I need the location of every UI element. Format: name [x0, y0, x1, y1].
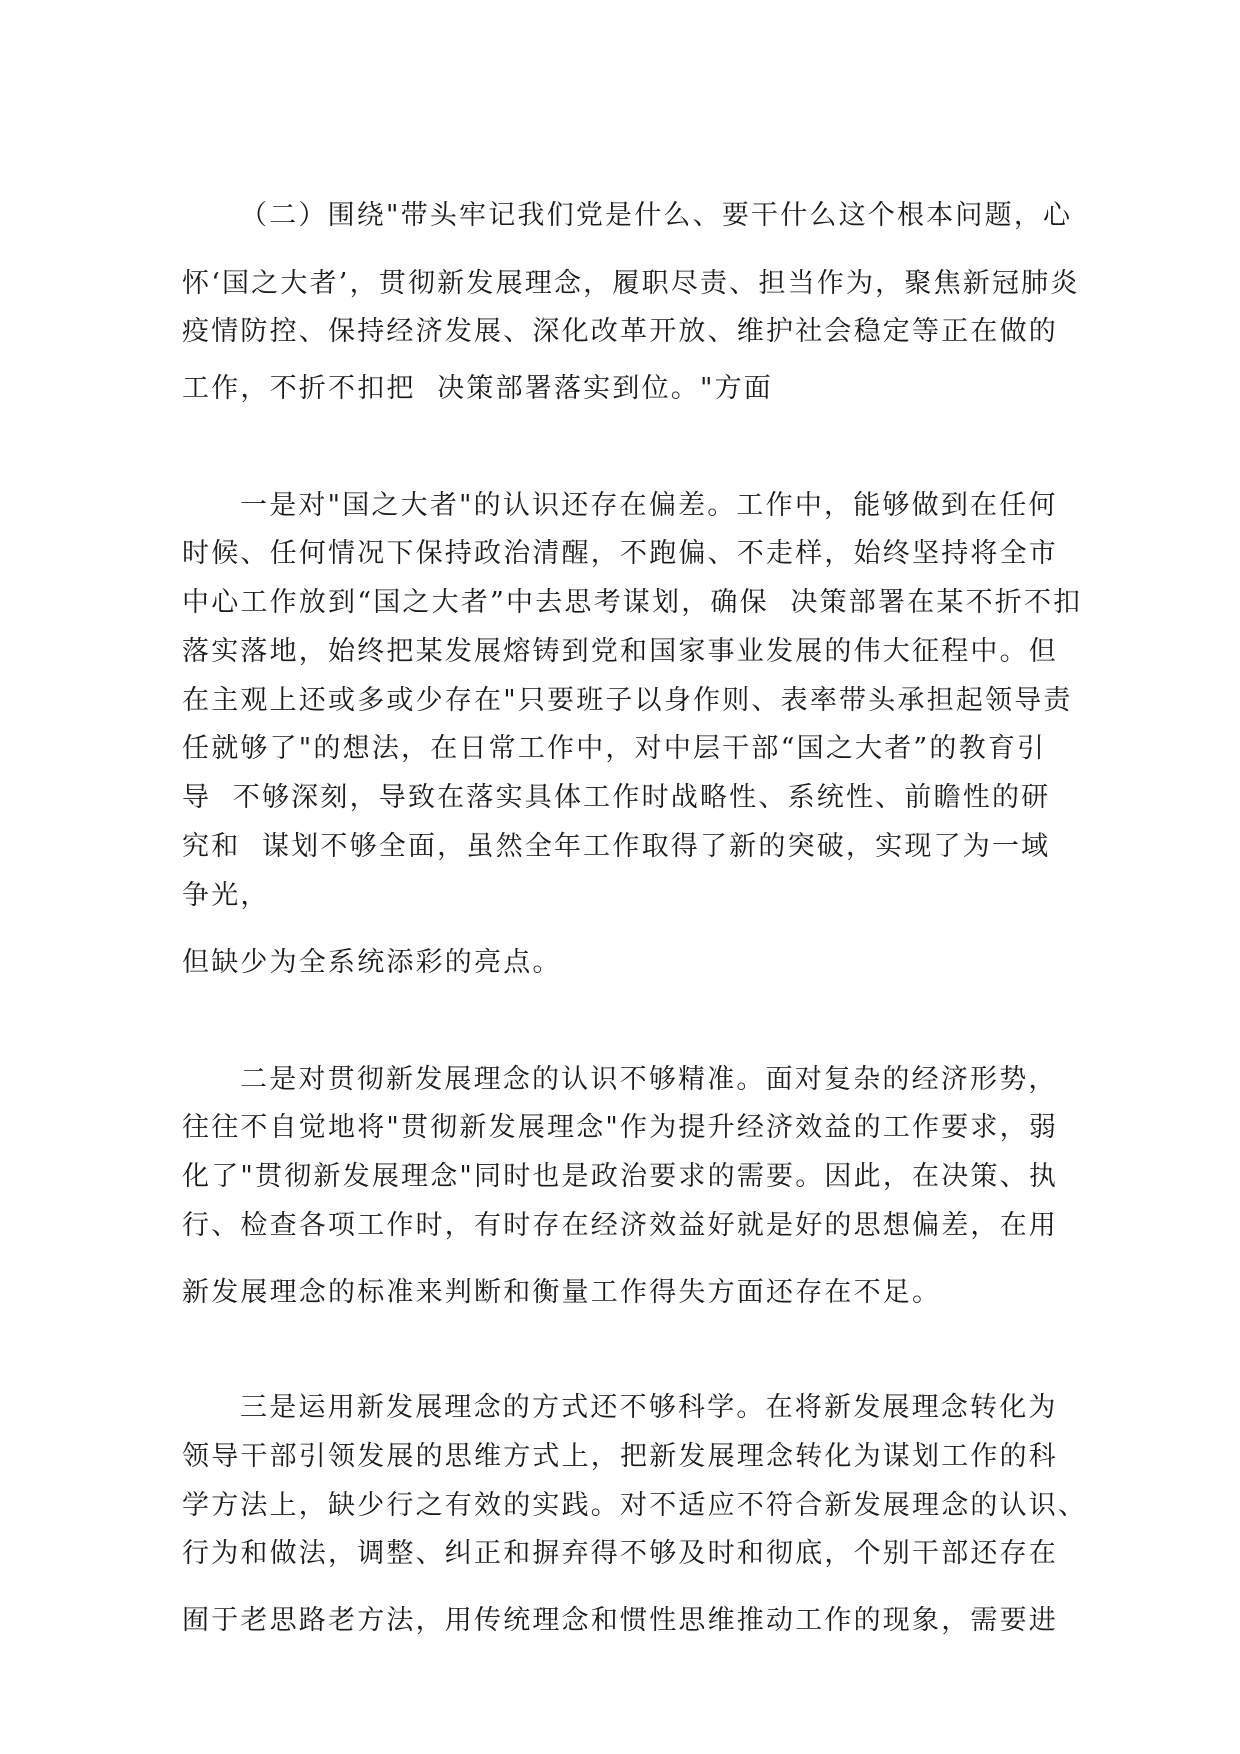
- paragraph-line: 但缺少为全系统添彩的亮点。: [182, 947, 562, 978]
- paragraph-line: 新发展理念的标准来判断和衡量工作得失方面还存在不足。: [182, 1277, 942, 1308]
- paragraph-line: 任就够了"的想法，在日常工作中，对中层干部“国之大者”的教育引: [182, 733, 1047, 764]
- paragraph-line: 争光，: [182, 880, 270, 911]
- paragraph-line: 行为和做法，调整、纠正和摒弃得不够及时和彻底，个别干部还存在: [182, 1538, 1058, 1569]
- section-heading-line: 疫情防控、保持经济发展、深化改革开放、维护社会稳定等正在做的: [182, 316, 1058, 347]
- paragraph-line: 导 不够深刻，导致在落实具体工作时战略性、系统性、前瞻性的研: [182, 782, 1051, 813]
- paragraph-line: 落实落地，始终把某发展熔铸到党和国家事业发展的伟大征程中。但: [182, 636, 1058, 667]
- section-heading-line: 怀‘国之大者’，贯彻新发展理念，履职尽责、担当作为，聚焦新冠肺炎: [182, 268, 1080, 299]
- paragraph-line: 领导干部引领发展的思维方式上，把新发展理念转化为谋划工作的科: [182, 1441, 1058, 1472]
- paragraph-line: 一是对"国之大者"的认识还存在偏差。工作中，能够做到在任何: [240, 490, 1058, 521]
- paragraph-line: 中心工作放到“国之大者”中去思考谋划，确保 决策部署在某不折不扣: [182, 587, 1083, 618]
- paragraph-line: 化了"贯彻新发展理念"同时也是政治要求的需要。因此，在决策、执: [182, 1161, 1059, 1192]
- section-heading-line: （二）围绕"带头牢记我们党是什么、要干什么这个根本问题，心: [240, 200, 1073, 231]
- paragraph-line: 行、检查各项工作时，有时存在经济效益好就是好的思想偏差，在用: [182, 1210, 1058, 1241]
- paragraph-line: 囿于老思路老方法，用传统理念和惯性思维推动工作的现象，需要进: [182, 1605, 1058, 1636]
- paragraph-line: 三是运用新发展理念的方式还不够科学。在将新发展理念转化为: [240, 1392, 1058, 1423]
- paragraph-line: 时候、任何情况下保持政治清醒，不跑偏、不走样，始终坚持将全市: [182, 538, 1058, 569]
- paragraph-line: 究和 谋划不够全面，虽然全年工作取得了新的突破，实现了为一域: [182, 831, 1051, 862]
- paragraph-line: 往往不自觉地将"贯彻新发展理念"作为提升经济效益的工作要求，弱: [182, 1112, 1059, 1143]
- paragraph-line: 学方法上，缺少行之有效的实践。对不适应不符合新发展理念的认识、: [182, 1490, 1088, 1521]
- paragraph-line: 在主观上还或多或少存在"只要班子以身作则、表率带头承担起领导责: [182, 685, 1073, 716]
- paragraph-line: 二是对贯彻新发展理念的认识不够精准。面对复杂的经济形势，: [240, 1064, 1058, 1095]
- section-heading-line: 工作，不折不扣把 决策部署落实到位。"方面: [182, 373, 773, 404]
